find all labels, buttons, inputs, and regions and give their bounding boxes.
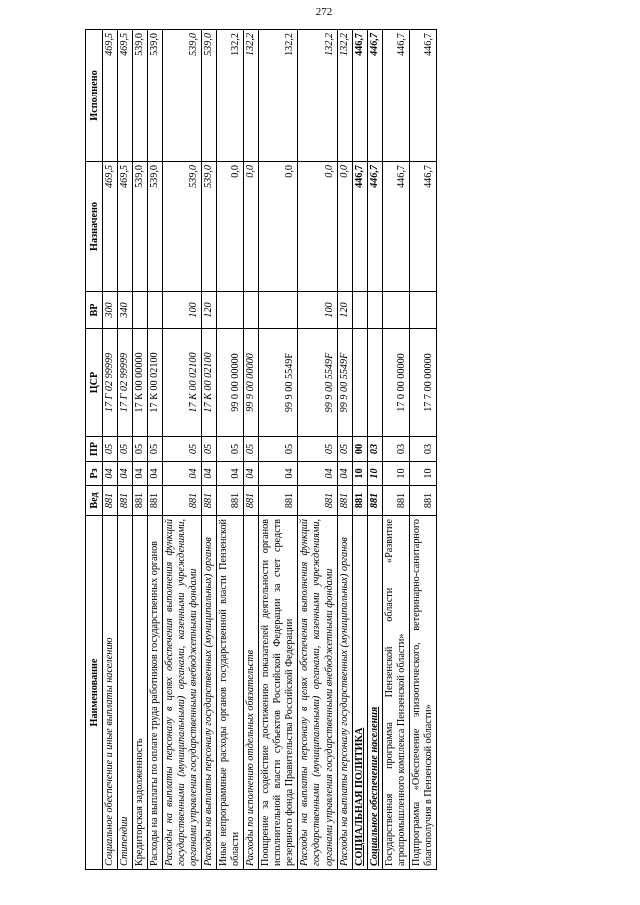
row-ved: 881 [298,486,337,516]
row-executed: 446,7 [352,30,367,162]
row-csr: 99 9 00 5549F [337,329,352,437]
row-vr [409,292,436,329]
row-planned: 446,7 [367,162,382,292]
row-csr: 17 К 00 02100 [163,329,202,437]
header-rz: Рз [86,462,103,486]
row-pr: 05 [103,437,118,462]
row-name: Расходы на выплаты персоналу государственных (муниципальных) органов [337,516,352,870]
row-executed: 539,0 [163,30,202,162]
row-name: Поощрение за содействие достижению показателей деятельности органов исполнительной власти субъектов Российской Федерации за счет средств резервного фонда Правительства Российской Федерации [259,516,298,870]
row-pr: 05 [298,437,337,462]
row-planned: 539,0 [148,162,163,292]
row-ved: 881 [163,486,202,516]
row-ved: 881 [202,486,217,516]
row-pr: 05 [337,437,352,462]
table-row [202,30,217,870]
row-ved: 881 [409,486,436,516]
row-planned: 446,7 [409,162,436,292]
row-planned: 539,0 [133,162,148,292]
row-csr: 99 0 00 00000 [217,329,244,437]
row-vr [133,292,148,329]
row-rz: 04 [259,462,298,486]
row-pr: 05 [133,437,148,462]
row-pr: 03 [382,437,409,462]
page-number: 272 [315,6,333,18]
row-rz: 04 [298,462,337,486]
row-name: Расходы на выплаты персоналу в целях обеспечения выполнения функций государственными (муниципальными) органами, казенными учреждениями, органами управления государственными внебюджетными фондами [298,516,337,870]
row-name: СОЦИАЛЬНАЯ ПОЛИТИКА [352,516,367,870]
row-csr: 17 К 00 02100 [148,329,163,437]
row-executed: 132,2 [298,30,337,162]
row-rz: 10 [352,462,367,486]
row-pr: 05 [244,437,259,462]
row-executed: 539,0 [133,30,148,162]
row-pr: 05 [202,437,217,462]
row-csr: 17 7 00 00000 [409,329,436,437]
row-name: Иные непрограммные расходы органов государственной власти Пензенской области [217,516,244,870]
header-name: Наименование [86,516,103,870]
row-csr: 17 К 00 02100 [202,329,217,437]
row-planned: 539,0 [202,162,217,292]
row-vr [382,292,409,329]
row-rz: 10 [367,462,382,486]
row-pr: 03 [409,437,436,462]
row-ved: 881 [259,486,298,516]
row-rz: 04 [163,462,202,486]
row-name: Расходы на выплаты персоналу государственных (муниципальных) органов [202,516,217,870]
row-rz: 04 [202,462,217,486]
table-row [217,30,244,870]
row-rz: 04 [133,462,148,486]
row-ved: 881 [367,486,382,516]
row-rz: 10 [409,462,436,486]
table-row [118,30,133,870]
table-row [382,30,409,870]
table-row [133,30,148,870]
row-pr: 05 [163,437,202,462]
table-row [163,30,202,870]
row-planned: 469,5 [118,162,133,292]
table-row [367,30,382,870]
row-csr: 17 К 00 00000 [133,329,148,437]
row-executed: 446,7 [409,30,436,162]
row-ved: 881 [337,486,352,516]
row-executed: 446,7 [382,30,409,162]
header-pr: ПР [86,437,103,462]
row-name: Социальное обеспечение населения [367,516,382,870]
row-ved: 881 [133,486,148,516]
row-planned: 0,0 [259,162,298,292]
row-csr: 17 Г 02 99999 [118,329,133,437]
row-ved: 881 [118,486,133,516]
row-planned: 469,5 [103,162,118,292]
row-name: Государственная программа Пензенской области «Развитие агропромышленного комплекса Пензенской области» [382,516,409,870]
row-executed: 132,2 [259,30,298,162]
row-ved: 881 [382,486,409,516]
row-vr: 340 [118,292,133,329]
row-pr: 03 [367,437,382,462]
row-planned: 0,0 [217,162,244,292]
row-vr [367,292,382,329]
row-name: Подпрограмма «Обеспечение эпизоотического, ветеринарно-санитарного благополучия в Пензенской области» [409,516,436,870]
row-vr: 300 [103,292,118,329]
row-ved: 881 [148,486,163,516]
row-executed: 539,0 [202,30,217,162]
table-row [352,30,367,870]
row-rz: 04 [148,462,163,486]
row-vr: 120 [337,292,352,329]
row-ved: 881 [244,486,259,516]
row-csr: 17 Г 02 99999 [103,329,118,437]
table-header-row [86,30,103,870]
row-rz: 04 [103,462,118,486]
row-vr [352,292,367,329]
table-row [409,30,436,870]
row-vr [148,292,163,329]
row-csr [367,329,382,437]
row-planned: 539,0 [163,162,202,292]
row-ved: 881 [217,486,244,516]
row-vr [244,292,259,329]
row-rz: 04 [337,462,352,486]
row-name: Расходы по исполнению отдельных обязательств [244,516,259,870]
row-csr: 99 9 00 5549F [298,329,337,437]
row-ved: 881 [103,486,118,516]
row-name: Расходы на выплаты персоналу в целях обеспечения выполнения функций государственными (муниципальными) органами, казенными учреждениями, органами управления государственными внебюджетными фондами [163,516,202,870]
header-csr: ЦСР [86,329,103,437]
row-name: Социальное обеспечение и иные выплаты населению [103,516,118,870]
row-executed: 132,2 [337,30,352,162]
header-executed: Исполнено [86,30,103,162]
row-name: Расходы на выплаты по оплате труда работников государственных органов [148,516,163,870]
row-executed: 132,2 [217,30,244,162]
table-row [148,30,163,870]
row-vr: 100 [163,292,202,329]
row-pr: 05 [259,437,298,462]
row-planned: 0,0 [298,162,337,292]
table-row [244,30,259,870]
row-planned: 446,7 [352,162,367,292]
row-csr: 99 9 00 5549F [259,329,298,437]
row-rz: 04 [217,462,244,486]
table-row [337,30,352,870]
row-csr: 17 0 00 00000 [382,329,409,437]
row-planned: 0,0 [244,162,259,292]
row-executed: 539,0 [148,30,163,162]
table-row [103,30,118,870]
row-rz: 04 [244,462,259,486]
row-vr: 120 [202,292,217,329]
row-executed: 132,2 [244,30,259,162]
row-vr: 100 [298,292,337,329]
row-planned: 0,0 [337,162,352,292]
row-ved: 881 [352,486,367,516]
row-csr [352,329,367,437]
header-ved: Вед [86,486,103,516]
header-vr: ВР [86,292,103,329]
row-rz: 04 [118,462,133,486]
table-body [103,30,437,870]
row-name: Кредиторская задолженность [133,516,148,870]
row-executed: 469,5 [103,30,118,162]
row-executed: 469,5 [118,30,133,162]
row-vr [259,292,298,329]
rotated-table-area [85,30,555,870]
row-pr: 05 [217,437,244,462]
row-pr: 00 [352,437,367,462]
row-rz: 10 [382,462,409,486]
row-vr [217,292,244,329]
row-name: Стипендии [118,516,133,870]
budget-table [85,29,437,870]
table-row [259,30,298,870]
row-planned: 446,7 [382,162,409,292]
row-pr: 05 [148,437,163,462]
row-csr: 99 9 00 00000 [244,329,259,437]
row-pr: 05 [118,437,133,462]
table-row [298,30,337,870]
rotated-table-wrapper [85,30,555,870]
header-planned: Назначено [86,162,103,292]
row-executed: 446,7 [367,30,382,162]
